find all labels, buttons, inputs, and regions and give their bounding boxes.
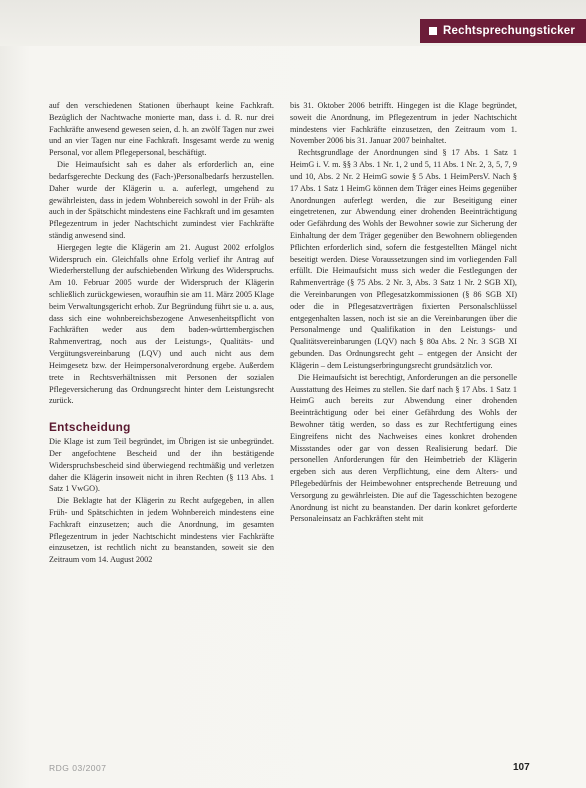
section-ticker-banner (420, 19, 586, 43)
body-paragraph: Rechtsgrundlage der Anordnungen sind § 17 Abs. 1 Satz 1 HeimG i. V. m. §§ 3 Abs. 1 Nr. 1, 2 und 5, 11 Abs. 1 Nr. 2, 3, 5, 7, 9 und 10, Abs. 2 Nr. 2 HeimG sowie § 5 Abs. 1 HeimPersV. Nach § 17 Abs. 1 Satz 1 HeimG können dem Träger eines Heims gegenüber Anordnungen auferlegt werden, die zur Beseitigung einer eingetretenen, zur Abwendung einer drohenden Beeinträchtigung oder Gefährdung des Wohls der Bewohner sowie zur Sicherung der Einhaltung der dem Träger gegenüber den Bewohnern obliegenden Pflichten erforderlich sind, sofern die festgestellten Mängel nicht beseitigt werden. Diese Voraussetzungen sind im vorliegenden Fall erfüllt. Die Heimaufsicht muss sich weder die Festlegungen der Rahmenverträge (§ 75 Abs. 2 Nr. 3, Abs. 3 Satz 1 Nr. 2 SGB XI), die Vereinbarungen von Pflegesatzkommissionen (§ 86 SGB XI) oder die in Pflegesatzverträgen fixierten Personalschlüssel entgegenhalten lassen, noch ist sie an die Vereinbarungen über die Personalmenge und Qualifikation in den Leistungs- und Qualitätsvereinbarungen (LQV) nach § 80a Abs. 2 Nr. 3 SGB XI gebunden. Das Ordnungsrecht geht – entgegen der Ansicht der Klägerin – dem Leistungserbringungsrecht grundsätzlich vor. (290, 148, 517, 370)
body-paragraph: Hiergegen legte die Klägerin am 21. August 2002 erfolglos Widerspruch ein. Gleichfalls ohne Erfolg verlief ihr Antrag auf Wiederherstellung der aufschiebenden Wirkung des Widerspruchs. Am 10. Februar 2005 wurde der Widerspruch der Klägerin schließlich zurückgewiesen, woraufhin sie am 11. März 2005 Klage beim Verwaltungsgericht erhob. Zur Begründung führt sie u. a. aus, dass sich eine wohnbereichsbezogene Anwesenheitspflicht von Fachkräften weder aus dem baden-württembergischen Rahmenvertrag, noch aus der Leistungs-, Qualitäts- und Vergütungsvereinbarung (LQV) und auch nicht aus dem Heimgesetz bzw. der Heimpersonalverordnung ergebe. Außerdem trete in Rechtsverhältnissen mit Personen der sozialen Pflegeversicherung das Ordnungsrecht hinter dem Leistungsrecht zurück. (49, 242, 274, 406)
square-bullet-icon (429, 27, 437, 35)
body-paragraph: bis 31. Oktober 2006 betrifft. Hingegen ist die Klage begründet, soweit die Anordnung, im Pflegezentrum in jeder Nachtschicht mindestens vier Fachkräfte einzusetzen, den Zeitraum vom 1. November 2006 bis 31. Januar 2007 beinhaltet. (290, 101, 517, 146)
section-heading: Entscheidung (49, 420, 131, 435)
page-number: 107 (513, 762, 530, 773)
left-text-column (49, 100, 274, 566)
body-paragraph: Die Heimaufsicht sah es daher als erforderlich an, eine bedarfsgerechte Deckung des (Fach-)Personalbedarfs herzustellen. Daher wurde der Klägerin u. a. auferlegt, umgehend zu gewährleisten, dass in jedem Wohnbereich sowohl in der Früh- als auch in der Spätschicht mindestens eine Fachkraft und im gesamten Pflegezentrum in jeder Nachtschicht zumindest vier Fachkräfte ständig anwesend sind. (49, 160, 274, 240)
ticker-label: Rechtsprechungsticker (443, 25, 576, 37)
body-paragraph: Die Klage ist zum Teil begründet, im Übrigen ist sie unbegründet. Der angefochtene Bescheid und der ihn bestätigende Widerspruchsbescheid sind überwiegend rechtmäßig und verletzen daher die Klägerin insoweit nicht in ihren Rechten (§ 113 Abs. 1 Satz 1 VwGO). (49, 437, 274, 494)
body-paragraph: auf den verschiedenen Stationen überhaupt keine Fachkraft. Bezüglich der Nachtwache monierte man, dass i. d. R. nur drei Fachkräfte anwesend gewesen seien, d. h. an zwölf Tagen nur zwei und an vier Tagen nur eine Fachkraft. Insgesamt werde zu wenig Personal, vor allem Pflegepersonal, beschäftigt. (49, 101, 274, 158)
body-paragraph: Die Heimaufsicht ist berechtigt, Anforderungen an die personelle Ausstattung des Heimes zu stellen. Sie darf nach § 17 Abs. 1 Satz 1 HeimG auch bereits zur Abwendung einer drohenden Beeinträchtigung oder bei einer Gefährdung des Wohls der Bewohner tätig werden, so dass es zur Rechtfertigung eines Eingreifens nicht des Nachweises eines konkret drohenden Missstandes oder gar von dessen Realisierung bedarf. Die personellen Anforderungen für den Heimbetrieb der Klägerin ergeben sich aus deren Verpflichtung, eine dem Alters- und Pflegebedürfnis der Heimbewohner entsprechende Betreuung und Versorgung zu gewährleisten. Die auf die Tagesschichten bezogene Anordnung ist nicht zu beanstanden. Der darin konkret geforderte Personaleinsatz an Fachkräften steht mit (290, 372, 517, 524)
right-text-column (290, 100, 517, 525)
body-paragraph: Die Beklagte hat der Klägerin zu Recht aufgegeben, in allen Früh- und Spätschichten in jedem Wohnbereich mindestens eine Fachkraft einzusetzen; auch die Anordnung, im gesamten Pflegezentrum in jeder Nachtschicht mindestens vier Fachkräfte einzusetzen, ist rechtlich nicht zu beanstanden, soweit sie den Zeitraum vom 14. August 2002 (49, 496, 274, 565)
journal-issue-label: RDG 03/2007 (49, 763, 107, 773)
